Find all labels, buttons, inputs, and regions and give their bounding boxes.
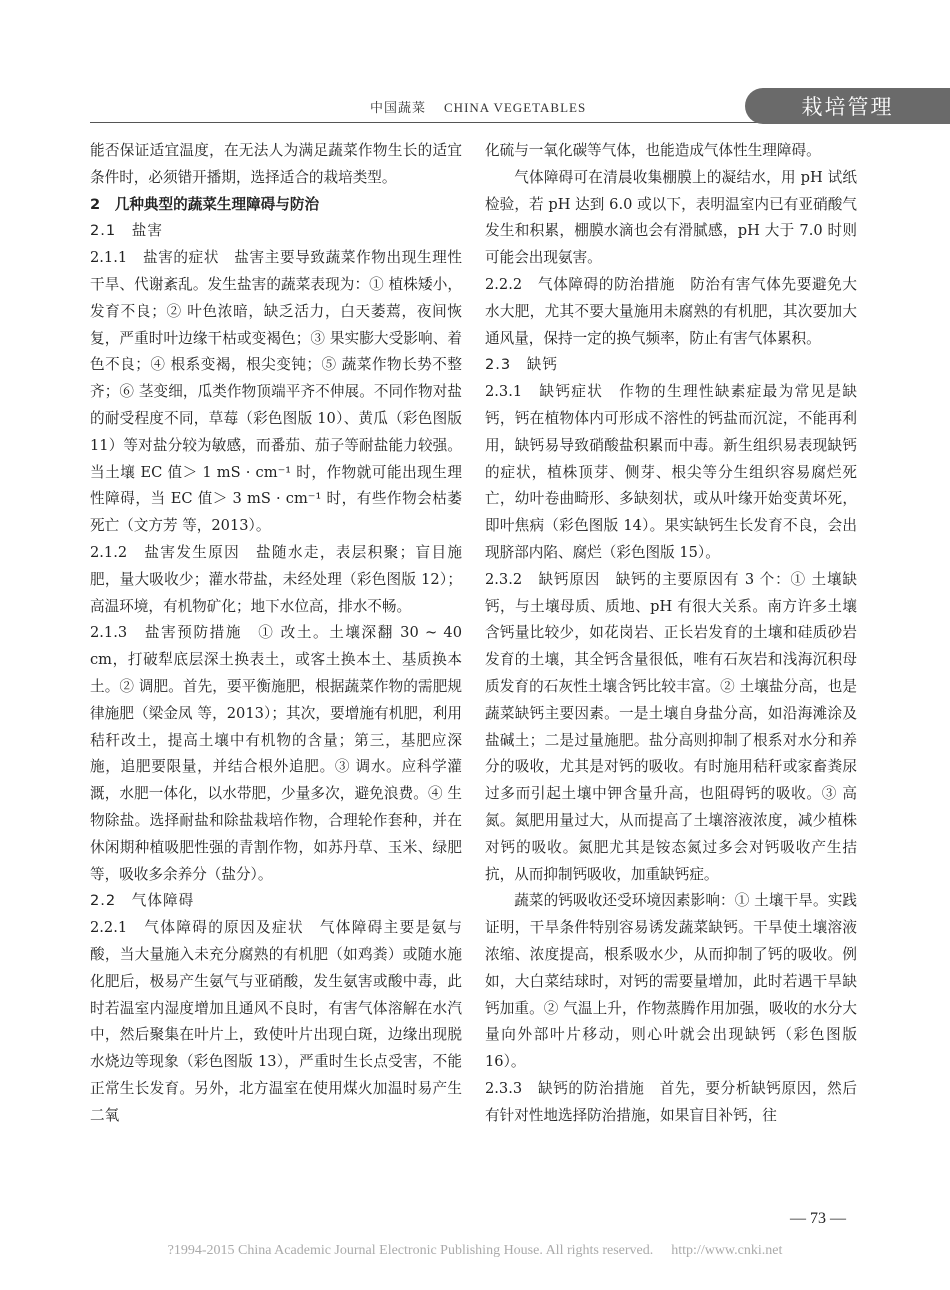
paragraph: 2.3.2 缺钙原因 缺钙的主要原因有 3 个：① 土壤缺钙，与土壤母质、质地、pH 有很大关系。南方许多土壤含钙量比较少，如花岗岩、正长岩发育的土壤和硅质砂岩发育的土壤，其全钙含量很低，唯有石灰岩和浅海沉积母质发育的石灰性土壤含钙比较丰富。② 土壤盐分高，也是蔬菜缺钙主要因素。一是土壤自身盐分高，如沿海滩涂及盐碱土；二是过量施肥。盐分高则抑制了根系对水分和养分的吸收，尤其是对钙的吸收。有时施用秸秆或家畜粪尿过多而引起土壤中钾含量升高，也阻碍钙的吸收。③ 高氮。氮肥用量过大，从而提高了土壤溶液浓度，减少植株对钙的吸收。氮肥尤其是铵态氮过多会对钙吸收产生拮抗，从而抑制钙吸收，加重缺钙症。 [485,570,857,883]
subsection-heading: 2.1 盐害 [90,222,163,240]
paragraph: 化硫与一氧化碳等气体，也能造成气体性生理障碍。 [485,142,821,159]
page-number: — 73 — [790,1210,846,1227]
right-column [485,138,857,1129]
footer-url: http://www.cnki.net [671,1243,783,1258]
subsection-heading: 2.2 气体障碍 [90,892,195,910]
left-column [90,138,462,1129]
header-rule [90,122,860,123]
paragraph: 蔬菜的钙吸收还受环境因素影响：① 土壤干旱。实践证明，干旱条件特别容易诱发蔬菜缺钙。干旱使土壤溶液浓缩、浓度提高，根系吸水少，从而抑制了钙的吸收。例如，大白菜结球时，对钙的需要量增加，此时若遇干旱缺钙加重。② 气温上升，作物蒸腾作用加强，吸收的水分大量向外部叶片移动，则心叶就会出现缺钙（彩色图版 16）。 [485,892,857,1071]
subsection-heading: 2.3 缺钙 [485,356,558,374]
footer-copyright: ?1994-2015 China Academic Journal Electronic Publishing House. All rights reserved. [167,1243,654,1258]
paragraph: 2.1.1 盐害的症状 盐害主要导致蔬菜作物出现生理性干旱、代谢紊乱。发生盐害的蔬菜表现为：① 植株矮小，发育不良；② 叶色浓暗，缺乏活力，白天萎蔫，夜间恢复，严重时叶边缘干枯或变褐色；③ 果实膨大受影响、着色不良；④ 根系变褐，根尖变钝；⑤ 蔬菜作物长势不整齐；⑥ 茎变细，瓜类作物顶端平齐不伸展。不同作物对盐的耐受程度不同，草莓（彩色图版 10）、黄瓜（彩色图版 11）等对盐分较为敏感，而番茄、茄子等耐盐能力较强。当土壤 EC 值＞ 1 mS · cm⁻¹ 时，作物就可能出现生理性障碍，当 EC 值＞ 3 mS · cm⁻¹ 时，有些作物会枯萎死亡（文方芳 等，2013）。 [90,249,462,535]
journal-title-en: CHINA VEGETABLES [444,100,587,115]
paragraph: 2.1.2 盐害发生原因 盐随水走，表层积聚；盲目施肥，量大吸收少；灌水带盐，未经处理（彩色图版 12）；高温环境，有机物矿化；地下水位高，排水不畅。 [90,543,462,615]
paragraph: 2.3.1 缺钙症状 作物的生理性缺素症最为常见是缺钙，钙在植物体内可形成不溶性的钙盐而沉淀，不能再利用，缺钙易导致硝酸盐积累而中毒。新生组织易表现缺钙的症状，植株顶芽、侧芽、根尖等分生组织容易腐烂死亡，幼叶卷曲畸形、多缺刻状，或从叶缘开始变黄坏死，即叶焦病（彩色图版 14）。果实缺钙生长发育不良，会出现脐部内陷、腐烂（彩色图版 15）。 [485,383,857,561]
paragraph: 2.2.2 气体障碍的防治措施 防治有害气体先要避免大水大肥，尤其不要大量施用未腐熟的有机肥，其次要加大通风量，保持一定的换气频率，防止有害气体累积。 [485,275,857,347]
paragraph: 2.1.3 盐害预防措施 ① 改土。土壤深翻 30 ~ 40 cm，打破犁底层深土换表土，或客土换本土、基质换本土。② 调肥。首先，要平衡施肥，根据蔬菜作物的需肥规律施肥（梁金凤 等，2013）；其次，要增施有机肥，利用秸秆改土，提高土壤中有机物的含量；第三，基肥应深施，追肥要限量，并结合根外追肥。③ 调水。应科学灌溉，水肥一体化，以水带肥，少量多次，避免浪费。④ 生物除盐。选择耐盐和除盐栽培作物，合理轮作套种，并在休闲期种植吸肥性强的青割作物，如苏丹草、玉米、绿肥等，吸收多余养分（盐分）。 [90,624,462,883]
paragraph: 2.2.1 气体障碍的原因及症状 气体障碍主要是氨与酸，当大量施入未充分腐熟的有机肥（如鸡粪）或随水施化肥后，极易产生氨气与亚硝酸，发生氨害或酸中毒，此时若温室内湿度增加且通风不良时，有害气体溶解在水汽中，然后聚集在叶片上，致使叶片出现白斑，边缘出现脱水烧边等现象（彩色图版 13），严重时生长点受害，不能正常生长发育。另外，北方温室在使用煤火加温时易产生二氧 [90,919,462,1124]
paragraph: 能否保证适宜温度，在无法人为满足蔬菜作物生长的适宜条件时，必须错开播期，选择适合的栽培类型。 [90,142,462,186]
section-tab [745,88,950,124]
section-label: 栽培管理 [801,95,894,119]
page-header [0,0,950,130]
journal-title-cn: 中国蔬菜 [370,100,427,115]
paragraph: 2.3.3 缺钙的防治措施 首先，要分析缺钙原因，然后有针对性地选择防治措施，如果盲目补钙，往 [485,1079,857,1124]
page-footer [0,1243,950,1259]
paragraph: 气体障碍可在清晨收集棚膜上的凝结水，用 pH 试纸检验，若 pH 达到 6.0 或以下，表明温室内已有亚硝酸气发生和积累，棚膜水滴也会有滑腻感，pH 大于 7.0 时则可能会出现氨害。 [485,168,857,267]
section-heading: 2 几种典型的蔬菜生理障碍与防治 [90,195,320,213]
journal-title [370,97,586,116]
